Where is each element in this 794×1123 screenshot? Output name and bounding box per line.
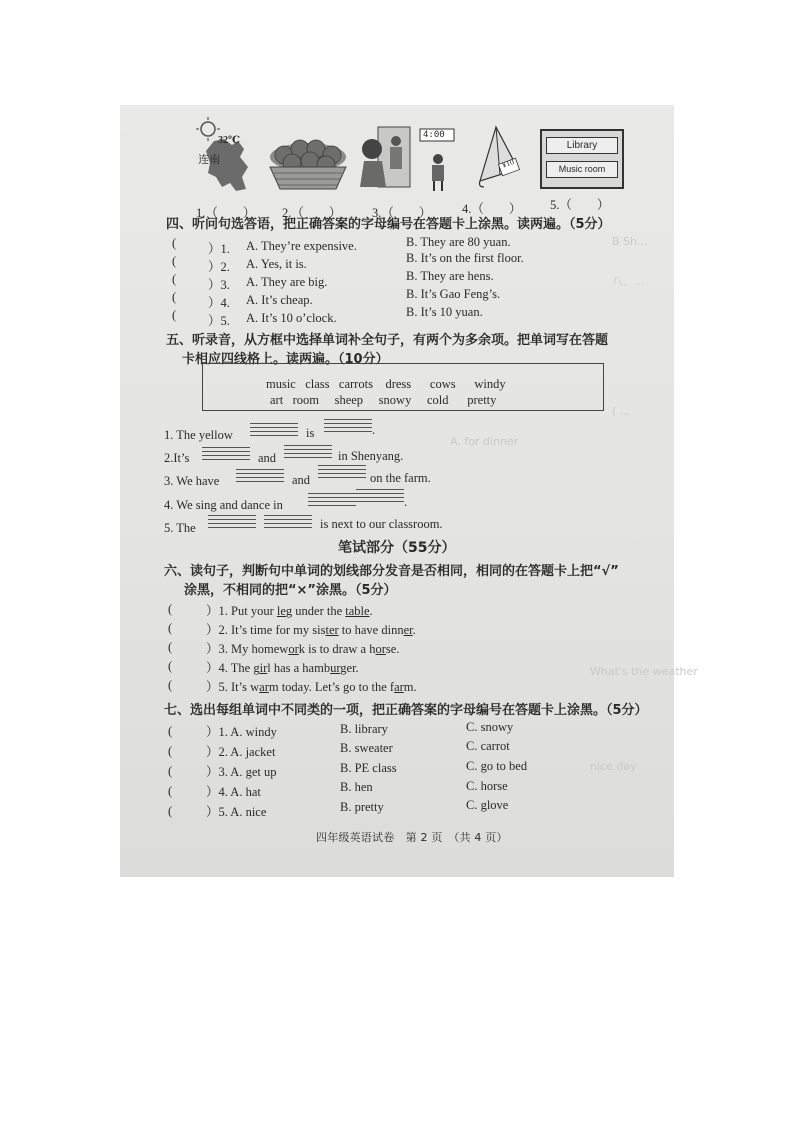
s4-item-2-b[interactable]: B. It’s on the first floor.	[406, 251, 524, 265]
page-footer: 四年级英语试卷 第 2 页 （共 4 页）	[316, 831, 508, 844]
underlined-part: ar	[394, 680, 404, 694]
word-bank-row-1	[266, 377, 506, 392]
section-6-title-line2: 涂黑，不相同的把“×”涂黑。（5分）	[184, 583, 397, 598]
s4-item-5-a[interactable]: A. It’s 10 o’clock.	[246, 311, 337, 325]
underlined-part: or	[288, 642, 299, 656]
s7-item-2-c[interactable]: C. carrot	[466, 739, 510, 753]
s6-item-5[interactable]	[206, 677, 417, 695]
s7-item-3-b[interactable]: B. PE class	[340, 761, 397, 775]
answer-lines[interactable]	[236, 469, 284, 483]
bleed-text: A. for dinner	[450, 435, 519, 448]
section-4-title: 四、听问句选答语，把正确答案的字母编号在答题卡上涂黑。读两遍。（5分）	[166, 217, 611, 232]
music-room-sign: Music room	[546, 161, 618, 178]
exam-page-photo: B Sh... 八、... ( ... A. for dinner What's the weather nice day 32℃ 连南 4:00 ¥10 Library Music room 1.（ ） 2.（ ） 3.（ ） 4.（ ） 5.（ ） 四、听问句选答语，把正确答案的字母编号在答题卡上涂黑。读两遍。（5分） ( ）1. A. They’re expensive. B. They are 80 yuan. ( ）2. A. Yes, it is. B. It’s on the first floor. ( ）3. A. They are big. B. They are hens. ( ）4. A. It’s cheap. B. It’s Gao Feng’s. ( ）5. A. It’s 10 o’clock. B. It’s 10 yuan. 五、听录音，从方框中选择单词补全句子，有两个为多余项。把单词写在答题 卡相应四线格上。读两遍。（10分） music class carrots dress cows windy art room sheep snowy cold pretty 1. The yellow is . 2.It’s and in Shenyang. 3. We have and on the farm. 4. We sing and dance in . 5. The is next to our classroom. 笔试部分（55分） 六、读句子，判断句中单词的划线部分发音是否相同，相同的在答题卡上把“√” 涂黑，不相同的把“×”涂黑。（5分） ( ）1. Put your leg under the table. ( ）2. It’s time for my sister to have dinner. ( ）3. My homework is to draw a horse. ( ）4. The girl has a hamburger. ( ）5. It’s warm today. Let’s go to the farm. 七、选出每组单词中不同类的一项，把正确答案的字母编号在答题卡上涂黑。（5分） ( ）1. A. windy B. library C. snowy ( ）2. A. jacket B. sweater C. carrot ( ）3. A. get up B. PE class C. go to bed ( ）4. A. hat B. hen C. horse ( ）5. A. nice B. pretty C. glove 四年级英语试卷 第 2 页 （共 4 页）	[120, 105, 674, 877]
s4-item-3-a[interactable]: A. They are big.	[246, 275, 328, 289]
s6-item-1[interactable]	[206, 601, 373, 619]
s4-item-1-a[interactable]: A. They’re expensive.	[246, 239, 357, 253]
answer-lines[interactable]	[284, 445, 332, 459]
s7-item-1-a[interactable]: ）1. A. windy	[206, 725, 277, 739]
s7-item-4-a[interactable]: ）4. A. hat	[206, 785, 261, 799]
answer-lines[interactable]	[356, 489, 404, 503]
text: It’s time for my sis	[231, 623, 326, 637]
text: .	[369, 604, 373, 618]
clock-time: 4:00	[423, 130, 445, 140]
people-scene-picture	[356, 127, 412, 193]
text: to have dinn	[338, 623, 404, 637]
word: art	[270, 393, 284, 407]
city-label: 连南	[198, 153, 221, 166]
section-7-title: 七、选出每组单词中不同类的一项，把正确答案的字母编号在答题卡上涂黑。（5分）	[164, 703, 648, 718]
signboard-picture	[540, 129, 624, 189]
answer-lines[interactable]	[202, 447, 250, 461]
s5-sentence-1-start: 1. The yellow	[164, 428, 233, 442]
text: It’s w	[231, 680, 260, 694]
punctuation: .	[404, 495, 408, 509]
s7-item-5-b[interactable]: B. pretty	[340, 800, 384, 814]
s7-item-5-c[interactable]: C. glove	[466, 798, 509, 812]
s5-sentence-2-start: 2.It’s	[164, 451, 190, 465]
s7-item-5-a[interactable]: ）5. A. nice	[206, 805, 267, 819]
s4-item-4-a[interactable]: A. It’s cheap.	[246, 293, 313, 307]
s6-item-2[interactable]	[206, 620, 416, 638]
bleed-text: ( ...	[612, 405, 631, 418]
s6-item-3[interactable]	[206, 639, 399, 657]
word: windy	[474, 377, 506, 391]
word-bank-row-2	[270, 393, 496, 408]
answer-lines[interactable]	[318, 465, 366, 479]
item-number: ）5.	[206, 680, 228, 694]
s7-item-3-a[interactable]: ）3. A. get up	[206, 765, 277, 779]
text: k is to draw a h	[298, 642, 376, 656]
section-5-title-line2: 卡相应四线格上。读两遍。（10分）	[182, 352, 389, 367]
word: snowy	[378, 393, 412, 407]
s5-sentence-5-start: 5. The	[164, 521, 196, 535]
word: dress	[385, 377, 412, 391]
s5-sentence-2-mid: and	[258, 451, 277, 465]
item-number: ）3.	[206, 642, 228, 656]
underlined-part: ter	[325, 623, 339, 637]
s5-sentence-3-mid: and	[292, 473, 311, 487]
pic-answer-1[interactable]: 1.（ ）	[196, 206, 256, 220]
answer-lines[interactable]	[208, 515, 256, 529]
s6-item-4[interactable]	[206, 658, 359, 676]
bleed-text: 八、...	[612, 275, 645, 288]
word: pretty	[467, 393, 497, 407]
text: m.	[403, 680, 417, 694]
s7-item-1-b[interactable]: B. library	[340, 722, 388, 736]
text: Put your	[231, 604, 277, 618]
underlined-part: table	[345, 604, 370, 618]
underlined-part: ur	[330, 661, 341, 675]
word: carrots	[338, 377, 373, 391]
answer-lines[interactable]	[250, 423, 298, 437]
pic-answer-5[interactable]: 5.（ ）	[550, 198, 610, 212]
item-number: ）2.	[206, 623, 228, 637]
item-number: ）4.	[206, 661, 228, 675]
umbrella-picture	[470, 123, 526, 189]
s4-item-5-b[interactable]: B. It’s 10 yuan.	[406, 305, 483, 319]
temperature-label: 32℃	[218, 135, 240, 146]
s7-item-2-b[interactable]: B. sweater	[340, 741, 393, 755]
item-number: ）1.	[206, 604, 228, 618]
text: m today. Let’s go to the f	[268, 680, 395, 694]
text: The g	[230, 661, 260, 675]
text: .	[412, 623, 416, 637]
answer-lines[interactable]	[324, 419, 372, 433]
s5-sentence-3-end: on the farm.	[370, 471, 431, 485]
underlined-part: or	[375, 642, 386, 656]
bleed-text: nice day	[590, 760, 637, 773]
s7-item-1-c[interactable]: C. snowy	[466, 720, 514, 734]
s5-sentence-1-mid: is	[306, 426, 315, 440]
written-section-header: 笔试部分（55分）	[338, 540, 456, 556]
s7-item-4-c[interactable]: C. horse	[466, 779, 508, 793]
s7-item-2-a[interactable]: ）2. A. jacket	[206, 745, 276, 759]
answer-lines[interactable]	[264, 515, 312, 529]
pic-answer-4[interactable]: 4.（ ）	[462, 202, 522, 216]
s7-item-4-b[interactable]: B. hen	[340, 780, 373, 794]
word: class	[305, 377, 330, 391]
answer-lines[interactable]	[308, 493, 356, 507]
s4-item-1-num: ）1.	[208, 242, 230, 256]
word: cows	[429, 377, 456, 391]
bleed-text: What's the weather	[590, 665, 698, 678]
fruit-basket-picture	[264, 139, 352, 195]
underlined-part: er	[403, 623, 413, 637]
s4-item-5-num: ）5.	[208, 314, 230, 328]
text: l has a hamb	[267, 661, 331, 675]
library-sign: Library	[546, 137, 618, 154]
text: g under the	[285, 604, 346, 618]
s5-sentence-2-end: in Shenyang.	[338, 449, 404, 463]
s4-item-2-num: ）2.	[208, 260, 230, 274]
s4-item-3-b[interactable]: B. They are hens.	[406, 269, 494, 283]
text: ger.	[340, 661, 359, 675]
section-5-title-line1: 五、听录音，从方框中选择单词补全句子，有两个为多余项。把单词写在答题	[166, 333, 609, 348]
word: cold	[426, 393, 449, 407]
pic-answer-3[interactable]: 3.（ ）	[372, 206, 432, 220]
section-6-title-line1: 六、读句子，判断句中单词的划线部分发音是否相同，相同的在答题卡上把“√”	[164, 564, 619, 579]
word: room	[292, 393, 319, 407]
underlined-part: ar	[259, 680, 269, 694]
s4-item-4-b[interactable]: B. It’s Gao Feng’s.	[406, 287, 501, 301]
text: se.	[385, 642, 400, 656]
word: music	[266, 377, 296, 391]
s4-item-3-num: ）3.	[208, 278, 230, 292]
word: sheep	[334, 393, 364, 407]
s5-sentence-3-start: 3. We have	[164, 474, 220, 488]
s5-sentence-5-end: is next to our classroom.	[320, 517, 443, 531]
s4-item-1-b[interactable]: B. They are 80 yuan.	[406, 235, 511, 249]
punctuation: .	[372, 423, 376, 437]
s4-item-4-num: ）4.	[208, 296, 230, 310]
underlined-part: ir	[259, 661, 268, 675]
bleed-text: B Sh...	[612, 235, 648, 248]
price-tag: ¥10	[500, 157, 516, 170]
underlined-part: le	[276, 604, 286, 618]
s4-item-2-a[interactable]: A. Yes, it is.	[246, 257, 307, 271]
s7-item-3-c[interactable]: C. go to bed	[466, 759, 528, 773]
pic-answer-2[interactable]: 2.（ ）	[282, 206, 342, 220]
s5-sentence-4-start: 4. We sing and dance in	[164, 498, 283, 512]
text: My homew	[231, 642, 289, 656]
